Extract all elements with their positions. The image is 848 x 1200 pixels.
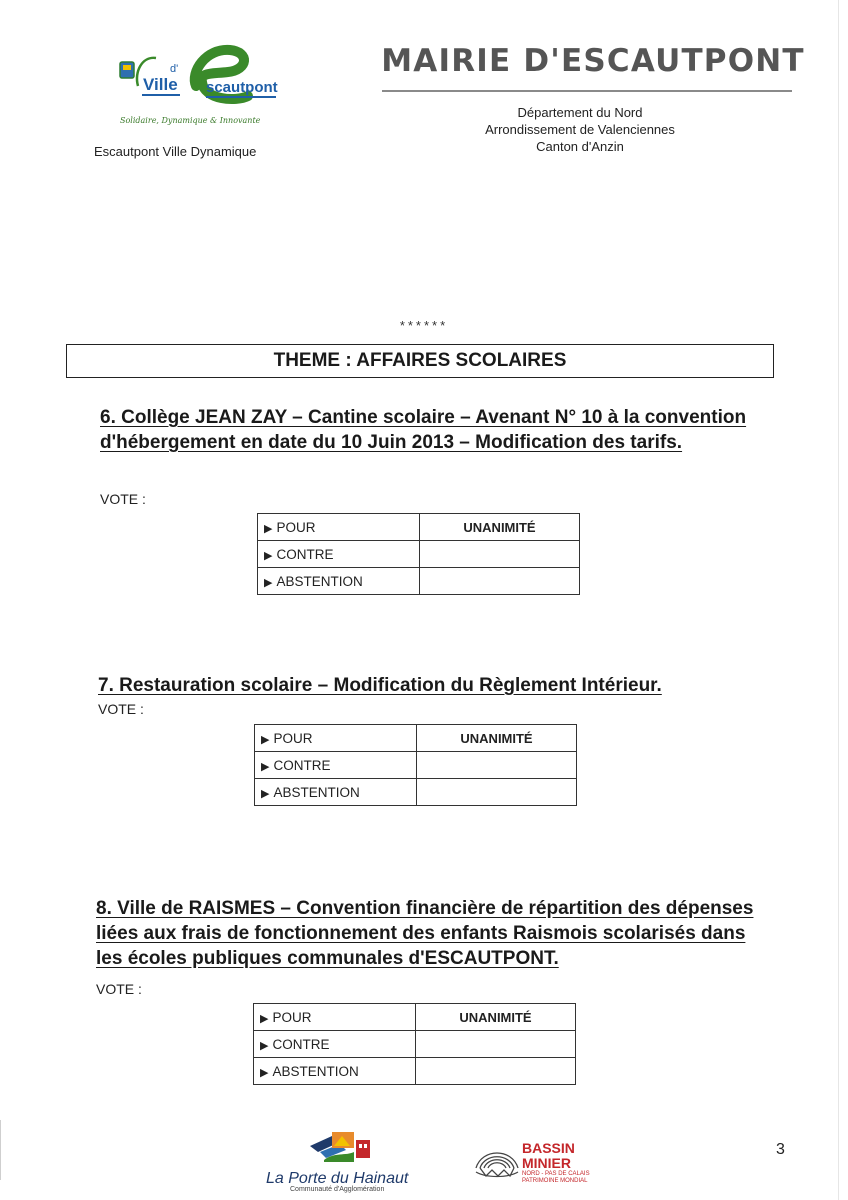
bassin-minier-subtitle-2: PATRIMOINE MONDIAL: [522, 1178, 588, 1184]
arrondissement-line: Arrondissement de Valenciennes: [485, 122, 675, 137]
vote-option: ABSTENTION: [272, 1063, 359, 1079]
vote-row-abstention: [255, 779, 577, 806]
page-number: 3: [776, 1141, 785, 1158]
scan-margin-mark: [0, 1120, 1, 1180]
vote-option: CONTRE: [273, 757, 331, 773]
vote-option: CONTRE: [272, 1036, 330, 1052]
vote-label: VOTE :: [98, 701, 144, 717]
vote-label: VOTE :: [100, 491, 146, 507]
logo-word-scautpont: scautpont: [206, 79, 278, 96]
asterisk-separator: ******: [399, 318, 449, 333]
vote-option: POUR: [273, 730, 313, 746]
title-rule: [382, 90, 792, 92]
vote-label: VOTE :: [96, 981, 142, 997]
vote-row-pour: [255, 725, 577, 752]
vote-option: ABSTENTION: [276, 573, 363, 589]
logo-word-ville: Ville: [143, 75, 178, 94]
triangle-bullet-icon: ▶: [261, 787, 270, 800]
theme-title: THEME : AFFAIRES SCOLAIRES: [273, 350, 567, 371]
vote-row-contre: [258, 541, 580, 568]
porte-du-hainaut-subtitle: Communauté d'Agglomération: [290, 1186, 385, 1193]
mairie-title: MAIRIE D'ESCAUTPONT: [381, 43, 805, 79]
agenda-item-6-heading: 6. Collège JEAN ZAY – Cantine scolaire – Avenant N° 10 à la convention d'hébergement en date du 10 Juin 2013 – Modification des tarifs.: [100, 407, 747, 453]
vote-row-abstention: [254, 1058, 576, 1085]
agenda-item-7-heading: 7. Restauration scolaire – Modification du Règlement Intérieur.: [98, 675, 662, 696]
vote-option: CONTRE: [276, 546, 334, 562]
vote-option: POUR: [272, 1009, 312, 1025]
canton-line: Canton d'Anzin: [536, 139, 624, 154]
administrative-info: [420, 104, 740, 155]
vote-table-item-7: [254, 724, 577, 806]
triangle-bullet-icon: ▶: [261, 733, 270, 746]
vote-result: UNANIMITÉ: [416, 1004, 576, 1031]
vote-row-pour: [258, 514, 580, 541]
vote-option: POUR: [276, 519, 316, 535]
vote-result: UNANIMITÉ: [420, 514, 580, 541]
vote-table-item-6: [257, 513, 580, 595]
vote-row-abstention: [258, 568, 580, 595]
bassin-minier-title-line-2: MINIER: [522, 1155, 571, 1171]
bassin-minier-title-line-1: BASSIN: [522, 1140, 575, 1156]
triangle-bullet-icon: ▶: [260, 1039, 269, 1052]
vote-result: [420, 541, 580, 568]
vote-row-pour: [254, 1004, 576, 1031]
bassin-minier-subtitle-1: NORD - PAS DE CALAIS: [522, 1171, 590, 1177]
department-line: Département du Nord: [517, 105, 643, 120]
vote-result: UNANIMITÉ: [417, 725, 577, 752]
vote-result: [416, 1031, 576, 1058]
scan-edge-line: [838, 0, 839, 1200]
agenda-item-8-heading: 8. Ville de RAISMES – Convention financière de répartition des dépenses liées aux frais de fonctionnement des enfants Raismois scolarisés dans les écoles publiques communales d'ESCAUTPONT.: [96, 898, 754, 969]
triangle-bullet-icon: ▶: [260, 1066, 269, 1079]
bassin-minier-logo-icon: [472, 1138, 522, 1182]
vote-result: [416, 1058, 576, 1085]
triangle-bullet-icon: ▶: [261, 760, 270, 773]
logo-tagline: Solidaire, Dynamique & Innovante: [120, 116, 261, 125]
triangle-bullet-icon: ▶: [264, 522, 273, 535]
triangle-bullet-icon: ▶: [260, 1012, 269, 1025]
logo-caption: Escautpont Ville Dynamique: [94, 144, 257, 159]
vote-option: ABSTENTION: [273, 784, 360, 800]
porte-du-hainaut-title: La Porte du Hainaut: [266, 1170, 409, 1187]
theme-box: [66, 344, 774, 378]
vote-result: [417, 779, 577, 806]
vote-result: [417, 752, 577, 779]
triangle-bullet-icon: ▶: [264, 549, 273, 562]
vote-row-contre: [254, 1031, 576, 1058]
logo-letter-d: d': [170, 63, 179, 75]
vote-row-contre: [255, 752, 577, 779]
vote-result: [420, 568, 580, 595]
triangle-bullet-icon: ▶: [264, 576, 273, 589]
vote-table-item-8: [253, 1003, 576, 1085]
